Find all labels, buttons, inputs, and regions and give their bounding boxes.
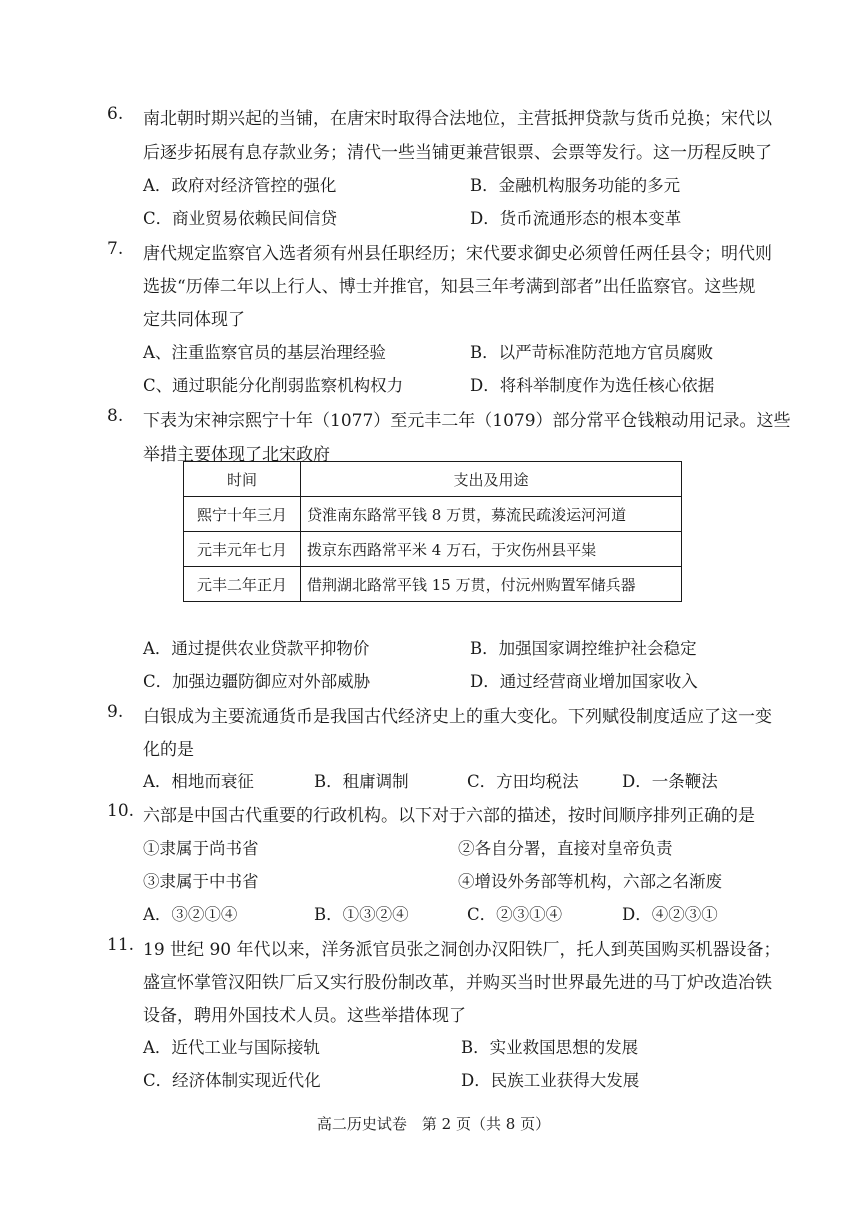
option-a: A．政府对经济管控的强化 <box>143 176 337 195</box>
question-text-line: 盛宣怀掌管汉阳铁厂后又实行股份制改革，并购买当时世界最先进的马丁炉改造冶铁 <box>143 973 772 993</box>
question-text-line: 设备，聘用外国技术人员。这些举措体现了 <box>143 1006 466 1026</box>
table-header-time: 时间 <box>184 462 301 497</box>
option-c: C．加强边疆防御应对外部威胁 <box>143 672 371 691</box>
option-d: D．将科举制度作为选任核心依据 <box>470 376 715 395</box>
question-text-line: 定共同体现了 <box>143 310 245 330</box>
question-text-line: 唐代规定监察官入选者须有州县任职经历；宋代要求御史必须曾任两任县令；明代则 <box>143 244 772 264</box>
option-d: D．货币流通形态的根本变革 <box>470 209 682 228</box>
expenditure-table <box>183 461 682 602</box>
table-header-row <box>184 462 682 497</box>
question-text-line: 南北朝时期兴起的当铺，在唐宋时取得合法地位，主营抵押贷款与货币兑换；宋代以 <box>143 109 772 129</box>
option-a: A．通过提供农业贷款平抑物价 <box>143 639 370 658</box>
table-cell-usage: 拨京东西路常平米 4 万石，于灾伤州县平粜 <box>301 532 682 567</box>
page-footer: 高二历史试卷 第 2 页（共 8 页） <box>316 1115 551 1133</box>
question-number: 10. <box>107 801 135 821</box>
option-b: B．金融机构服务功能的多元 <box>470 176 681 195</box>
question-number: 11. <box>107 935 135 955</box>
option-b: B．加强国家调控维护社会稳定 <box>470 639 697 658</box>
option-d: D．民族工业获得大发展 <box>461 1071 640 1090</box>
option-c: C．经济体制实现近代化 <box>143 1071 321 1090</box>
question-text-line: 六部是中国古代重要的行政机构。以下对于六部的描述，按时间顺序排列正确的是 <box>143 806 755 826</box>
option-b: B．租庸调制 <box>314 772 409 791</box>
statement-item: ②各自分署，直接对皇帝负责 <box>458 839 673 858</box>
option-c: C．商业贸易依赖民间信贷 <box>143 209 338 228</box>
option-c: C、通过职能分化削弱监察机构权力 <box>143 376 404 395</box>
table-row <box>184 567 682 602</box>
question-text-line: 举措主要体现了北宋政府 <box>143 445 330 465</box>
question-text-line: 选拔“历俸二年以上行人、博士并推官，知县三年考满到部者”出任监察官。这些规 <box>143 277 756 297</box>
option-d: D．④②③① <box>622 905 718 924</box>
statement-item: ①隶属于尚书省 <box>143 839 259 858</box>
option-b: B．①③②④ <box>314 905 409 924</box>
question-text-line: 化的是 <box>143 740 194 760</box>
question-text-line: 白银成为主要流通货币是我国古代经济史上的重大变化。下列赋役制度适应了这一变 <box>143 707 772 727</box>
option-a: A、注重监察官员的基层治理经验 <box>143 343 386 362</box>
table-cell-usage: 贷淮南东路常平钱 8 万贯，募流民疏浚运河河道 <box>301 497 682 532</box>
option-d: D．一条鞭法 <box>622 772 718 791</box>
table-cell-time: 熙宁十年三月 <box>184 497 301 532</box>
table-cell-time: 元丰元年七月 <box>184 532 301 567</box>
question-number: 7. <box>107 239 124 259</box>
question-number: 8. <box>107 406 124 426</box>
table-row <box>184 532 682 567</box>
statement-item: ③隶属于中书省 <box>143 872 259 891</box>
question-text-line: 后逐步拓展有息存款业务；清代一些当铺更兼营银票、会票等发行。这一历程反映了 <box>143 143 772 163</box>
option-a: A．近代工业与国际接轨 <box>143 1038 320 1057</box>
question-number: 6. <box>107 104 124 124</box>
option-a: A．相地而衰征 <box>143 772 254 791</box>
table-cell-usage: 借荆湖北路常平钱 15 万贯，付沅州购置军储兵器 <box>301 567 682 602</box>
question-number: 9. <box>107 702 124 722</box>
option-b: B．以严苛标准防范地方官员腐败 <box>470 343 714 362</box>
option-b: B．实业救国思想的发展 <box>461 1038 639 1057</box>
question-text-line: 19 世纪 90 年代以来，洋务派官员张之洞创办汉阳铁厂，托人到英国购买机器设备； <box>143 940 781 960</box>
table-row <box>184 497 682 532</box>
option-c: C．②③①④ <box>467 905 563 924</box>
table-header-usage: 支出及用途 <box>301 462 682 497</box>
option-a: A．③②①④ <box>143 905 238 924</box>
question-text-line: 下表为宋神宗熙宁十年（1077）至元丰二年（1079）部分常平仓钱粮动用记录。这些 <box>143 411 791 431</box>
option-d: D．通过经营商业增加国家收入 <box>470 672 698 691</box>
table-cell-time: 元丰二年正月 <box>184 567 301 602</box>
option-c: C．方田均税法 <box>467 772 579 791</box>
statement-item: ④增设外务部等机构，六部之名渐废 <box>458 872 722 891</box>
